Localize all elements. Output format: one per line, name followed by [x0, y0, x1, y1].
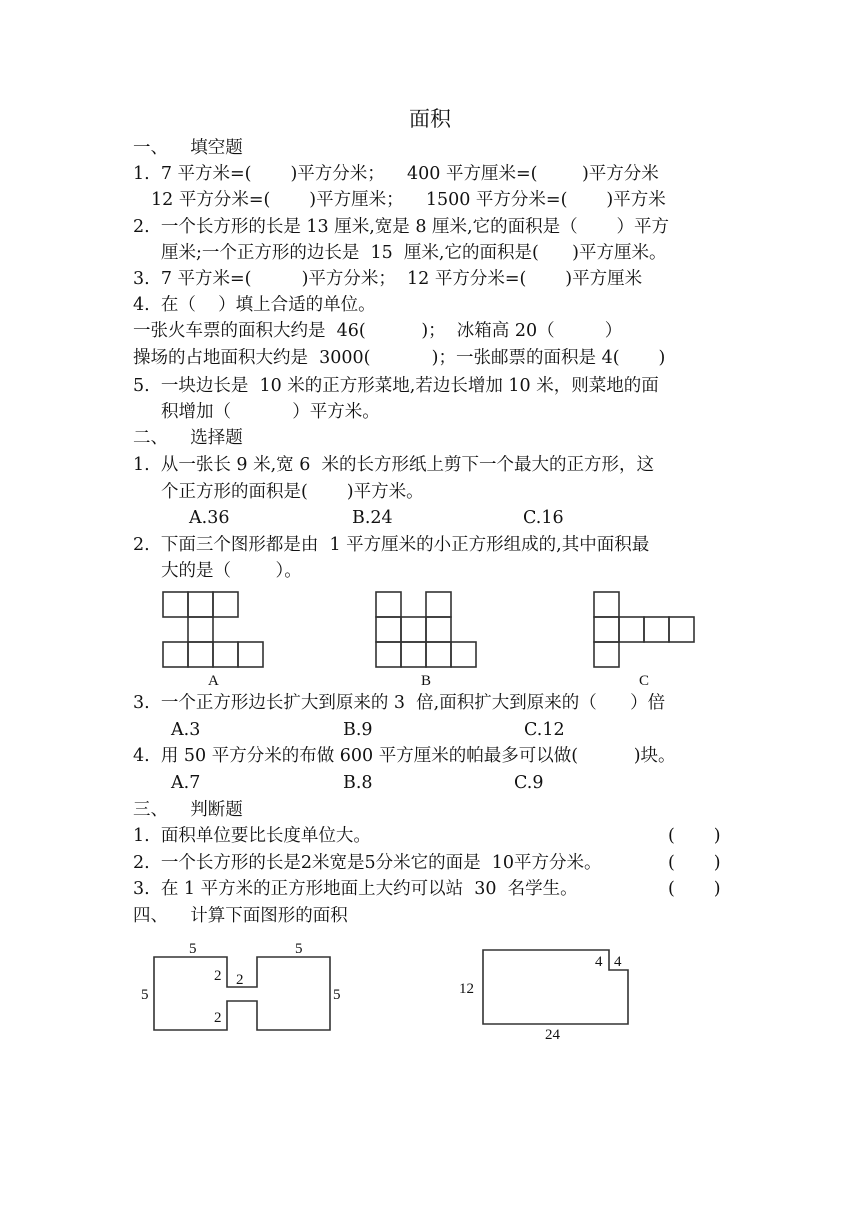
dimension-label: 2 [214, 1010, 222, 1026]
question-text: 2. 一个长方形的长是2米宽是5分米它的面是 10平方分米。 [133, 853, 602, 873]
question-text: 3. 一个正方形边长扩大到原来的 3 倍,面积扩大到原来的（ ）倍 [133, 693, 666, 713]
question-text: 一张火车票的面积大约是 46( )； 冰箱高 20（ ） [133, 321, 623, 341]
option-a: A.3 [171, 720, 201, 740]
section-heading-fill-blank: 一、 填空题 [133, 138, 243, 158]
dimension-label: 5 [333, 987, 341, 1003]
section-heading-judge: 三、 判断题 [133, 800, 243, 820]
question-text: 3. 在 1 平方米的正方形地面上大约可以站 30 名学生。 [133, 879, 578, 899]
figure-h-shape [154, 957, 330, 1030]
question-text: 1. 从一张长 9 米,宽 6 米的长方形纸上剪下一个最大的正方形，这 [133, 455, 654, 475]
figure-b-label: B [421, 673, 432, 689]
answer-parentheses: ( ) [668, 879, 721, 899]
question-text: 大的是（ ）。 [161, 561, 302, 581]
question-text: 5. 一块边长是 10 米的正方形菜地,若边长增加 10 米，则菜地的面 [133, 376, 659, 396]
question-text: 4. 用 50 平方分米的布做 600 平方厘米的帕最多可以做( )块。 [133, 746, 676, 766]
question-text: 积增加（ ）平方米。 [161, 402, 380, 422]
answer-parentheses: ( ) [668, 826, 721, 846]
dimension-label: 2 [236, 972, 244, 988]
question-text: 个正方形的面积是( )平方米。 [161, 482, 424, 502]
dimension-label: 5 [189, 941, 197, 957]
question-text: 12 平方分米=( )平方厘米； 1500 平方分米=( )平方米 [151, 190, 666, 210]
dimension-label: 5 [295, 941, 303, 957]
question-text: 1. 7 平方米=( )平方分米； 400 平方厘米=( )平方分米 [133, 164, 659, 184]
question-text: 操场的占地面积大约是 3000( )；一张邮票的面积是 4( ) [133, 348, 666, 368]
question-text: 4. 在（ ）填上合适的单位。 [133, 295, 376, 315]
figure-notch-shape [483, 950, 628, 1024]
option-a: A.36 [189, 508, 230, 528]
question-text: 2. 下面三个图形都是由 1 平方厘米的小正方形组成的,其中面积最 [133, 535, 650, 555]
question-text: 1. 面积单位要比长度单位大。 [133, 826, 371, 846]
dimension-label: 24 [545, 1027, 560, 1043]
option-b: B.8 [343, 773, 373, 793]
section-heading-choice: 二、 选择题 [133, 428, 243, 448]
option-c: C.12 [524, 720, 565, 740]
option-c: C.9 [514, 773, 544, 793]
option-b: B.24 [352, 508, 393, 528]
dimension-label: 4 [614, 954, 622, 970]
dimension-label: 4 [595, 954, 603, 970]
section-heading-area: 四、 计算下面图形的面积 [133, 906, 348, 926]
dimension-label: 12 [459, 981, 474, 997]
dimension-label: 2 [214, 968, 222, 984]
dimension-label: 5 [141, 987, 149, 1003]
page-title: 面积 [409, 107, 451, 131]
question-text: 2. 一个长方形的长是 13 厘米,宽是 8 厘米,它的面积是（ ）平方 [133, 217, 670, 237]
answer-parentheses: ( ) [668, 853, 721, 873]
figure-a-label: A [208, 673, 219, 689]
figure-c-label: C [639, 673, 650, 689]
question-text: 3. 7 平方米=( )平方分米； 12 平方分米=( )平方厘米 [133, 269, 643, 289]
option-b: B.9 [343, 720, 373, 740]
question-text: 厘米;一个正方形的边长是 15 厘米,它的面积是( )平方厘米。 [161, 243, 667, 263]
option-a: A.7 [171, 773, 201, 793]
option-c: C.16 [523, 508, 564, 528]
